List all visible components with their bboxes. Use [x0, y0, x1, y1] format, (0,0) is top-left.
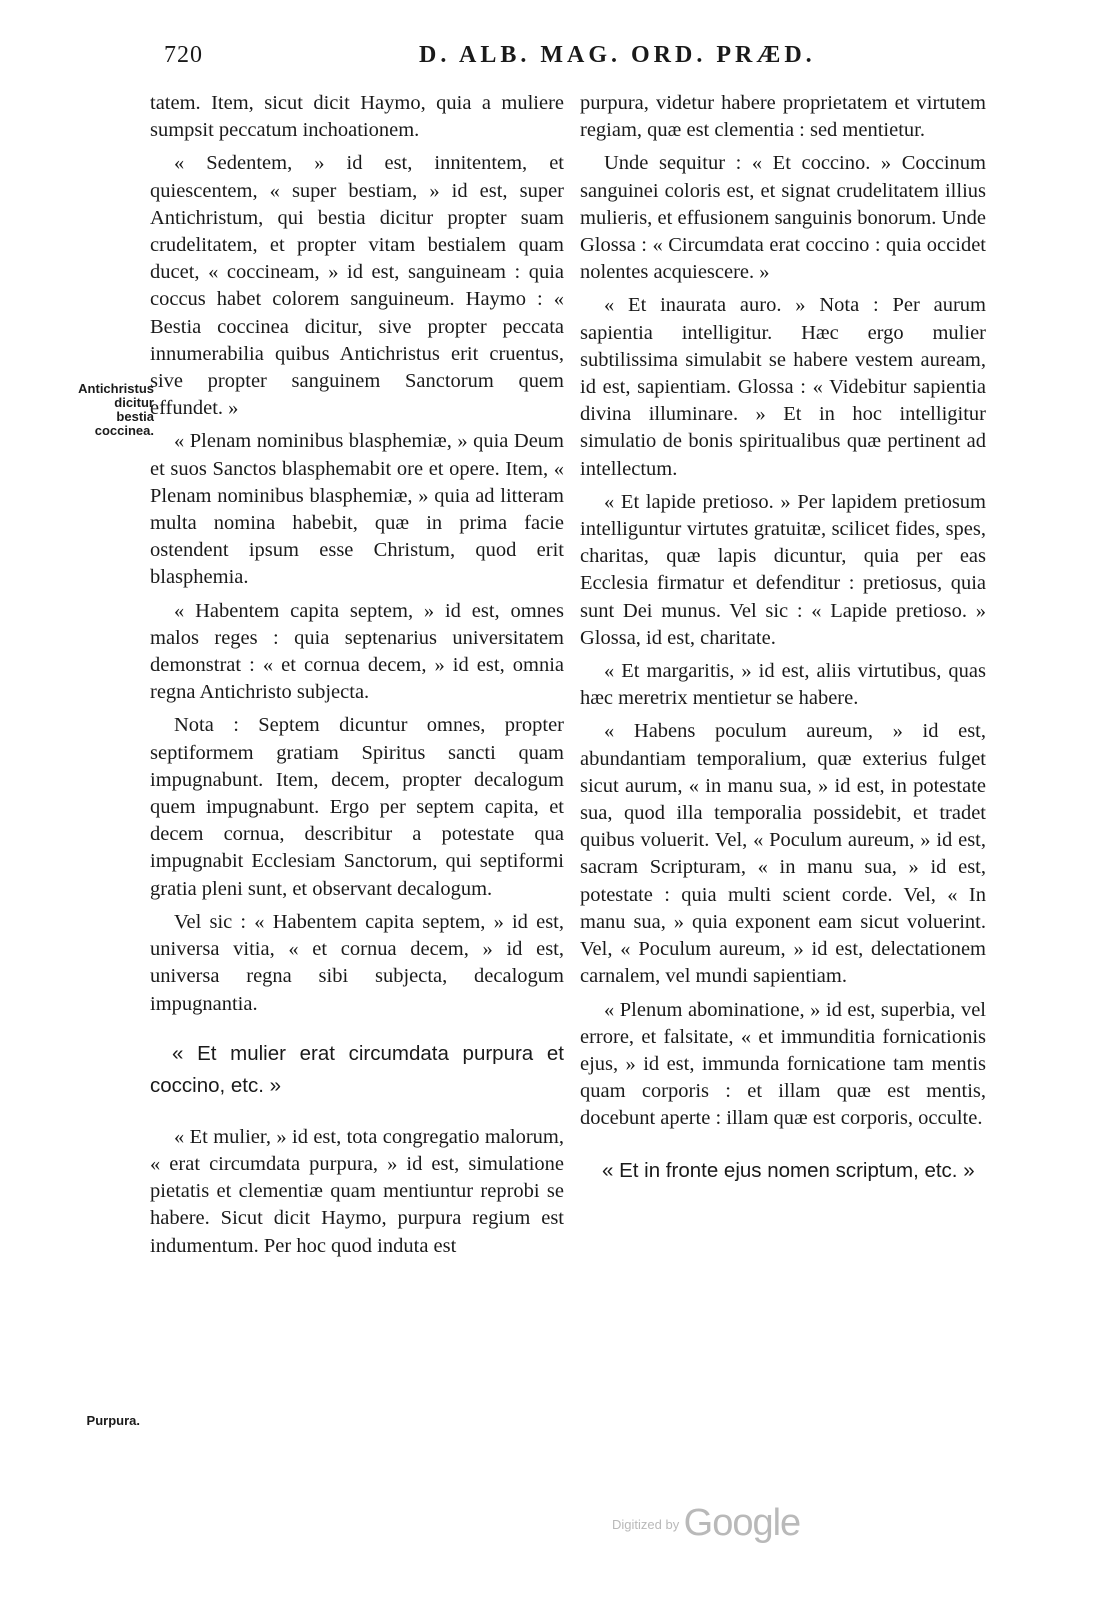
paragraph: « Plenam nominibus blasphemiæ, » quia Deum et suos Sanctos blasphemabit ore et opere. Item, « Plenam nominibus blasphemiæ, » quia ad litteram multa nomina habebit, quæ in prima facie ostendent ipsum esse Christum, quod erit blasphemia.	[150, 430, 564, 589]
paragraph: « Plenum abominatione, » id est, superbia, vel errore, et falsitate, « et immunditia fornicationis ejus, » id est, immunda fornicatione tam mentis quam corporis : et illam quæ est mentis, docebunt aperte : illam quæ est corporis, occulte.	[580, 998, 986, 1130]
watermark-prefix: Digitized by	[612, 1517, 680, 1532]
right-column	[580, 90, 986, 1209]
lemma-heading: « Et in fronte ejus nomen scriptum, etc. »	[602, 1158, 975, 1182]
running-head: D. ALB. MAG. ORD. PRÆD.	[419, 42, 816, 68]
paragraph: purpura, videtur habere proprietatem et virtutem regiam, quæ est clementia : sed mentietur.	[580, 92, 986, 142]
page-header	[164, 42, 974, 78]
paragraph: « Et margaritis, » id est, aliis virtutibus, quas hæc meretrix mentietur se habere.	[580, 660, 986, 710]
paragraph: Unde sequitur : « Et coccino. » Coccinum sanguinei coloris est, et signat crudelitatem illius mulieris, et effusionem sanguinis bonorum. Unde Glossa : « Circumdata erat coccino : quia occidet nolentes acquiescere. »	[580, 152, 986, 284]
paragraph: « Habens poculum aureum, » id est, abundantiam temporalium, quæ exterius fulget sicut aurum, « in manu sua, » id est, in potestate sua, quod illa temporalia possidebit, et tradet quibus voluerit. Vel, « Poculum aureum, » id est, sacram Scripturam, « in manu sua, » id est, potestate : quia multi scient corde. Vel, « In manu sua, » quia exponent eam sicut voluerint. Vel, « Poculum aureum, » id est, delectationem carnalem, vel mundi sapientiam.	[580, 720, 986, 988]
google-logo: Google	[683, 1502, 801, 1544]
paragraph: Vel sic : « Habentem capita septem, » id est, universa vitia, « et cornua decem, » id est, universa regna sibi subjecta, decalogum impugnantia.	[150, 910, 564, 1015]
paragraph: « Sedentem, » id est, innitentem, et quiescentem, « super bestiam, » id est, super Antichristum, qui bestia dicitur propter suam crudelitatem, et propter vitam bestialem quam ducet, « coccineam, » id est, sanguineam : quia coccus habet colorem sanguineum. Haymo : « Bestia coccinea dicitur, sive propter peccata innumerabilia quibus Antichristus erit cruentus, sive propter sanguinem Sanctorum quem effundet. »	[150, 152, 564, 420]
margin-note-purpura: Purpura.	[86, 1413, 140, 1428]
paragraph: « Et inaurata auro. » Nota : Per aurum sapientia intelligitur. Hæc ergo mulier subtilissima simulabit se habere vestem auream, id est, sapientiam. Glossa : « Videbitur sapientia divina illuminare. » Et in hoc intelligitur simulatio de bonis spiritualibus quæ pertinent ad intellectum.	[580, 294, 986, 480]
paragraph: Nota : Septem dicuntur omnes, propter septiformem gratiam Spiritus sancti quam impugnabunt. Item, decem, propter decalogum quem impugnabunt. Ergo per septem capita, et decem cornua, describitur a potestate qua impugnabit Ecclesiam Sanctorum, qui septiformi gratia pleni sunt, et observant decalogum.	[150, 714, 564, 900]
paragraph: tatem. Item, sicut dicit Haymo, quia a muliere sumpsit peccatum inchoationem.	[150, 92, 564, 142]
paragraph: « Et lapide pretioso. » Per lapidem pretiosum intelliguntur virtutes gratuitæ, scilicet fides, spes, charitas, quæ lapis dicuntur, quia per eas Ecclesia firmatur et defenditur : pretiosus, quia sunt Dei munus. Vel sic : « Lapide pretioso. » Glossa, id est, charitate.	[580, 490, 986, 649]
paragraph: « Et mulier, » id est, tota congregatio malorum, « erat circumdata purpura, » id est, simulatione pietatis et clementiæ quam mentiuntur reprobi se habere. Sicut dicit Haymo, purpura regium est indumentum. Per hoc quod induta est	[150, 1125, 564, 1257]
left-column	[150, 90, 564, 1266]
paragraph: « Habentem capita septem, » id est, omnes malos reges : quia septenarius universitatem demonstrat : « et cornua decem, » id est, omnia regna Antichristo subjecta.	[150, 599, 564, 704]
lemma-heading: « Et mulier erat circumdata purpura et coccino, etc. »	[150, 1041, 564, 1097]
margin-note-antichristus: Antichristus dicitur bestia coccinea.	[78, 381, 154, 438]
digitized-watermark	[612, 1502, 800, 1545]
page-number: 720	[164, 42, 203, 68]
